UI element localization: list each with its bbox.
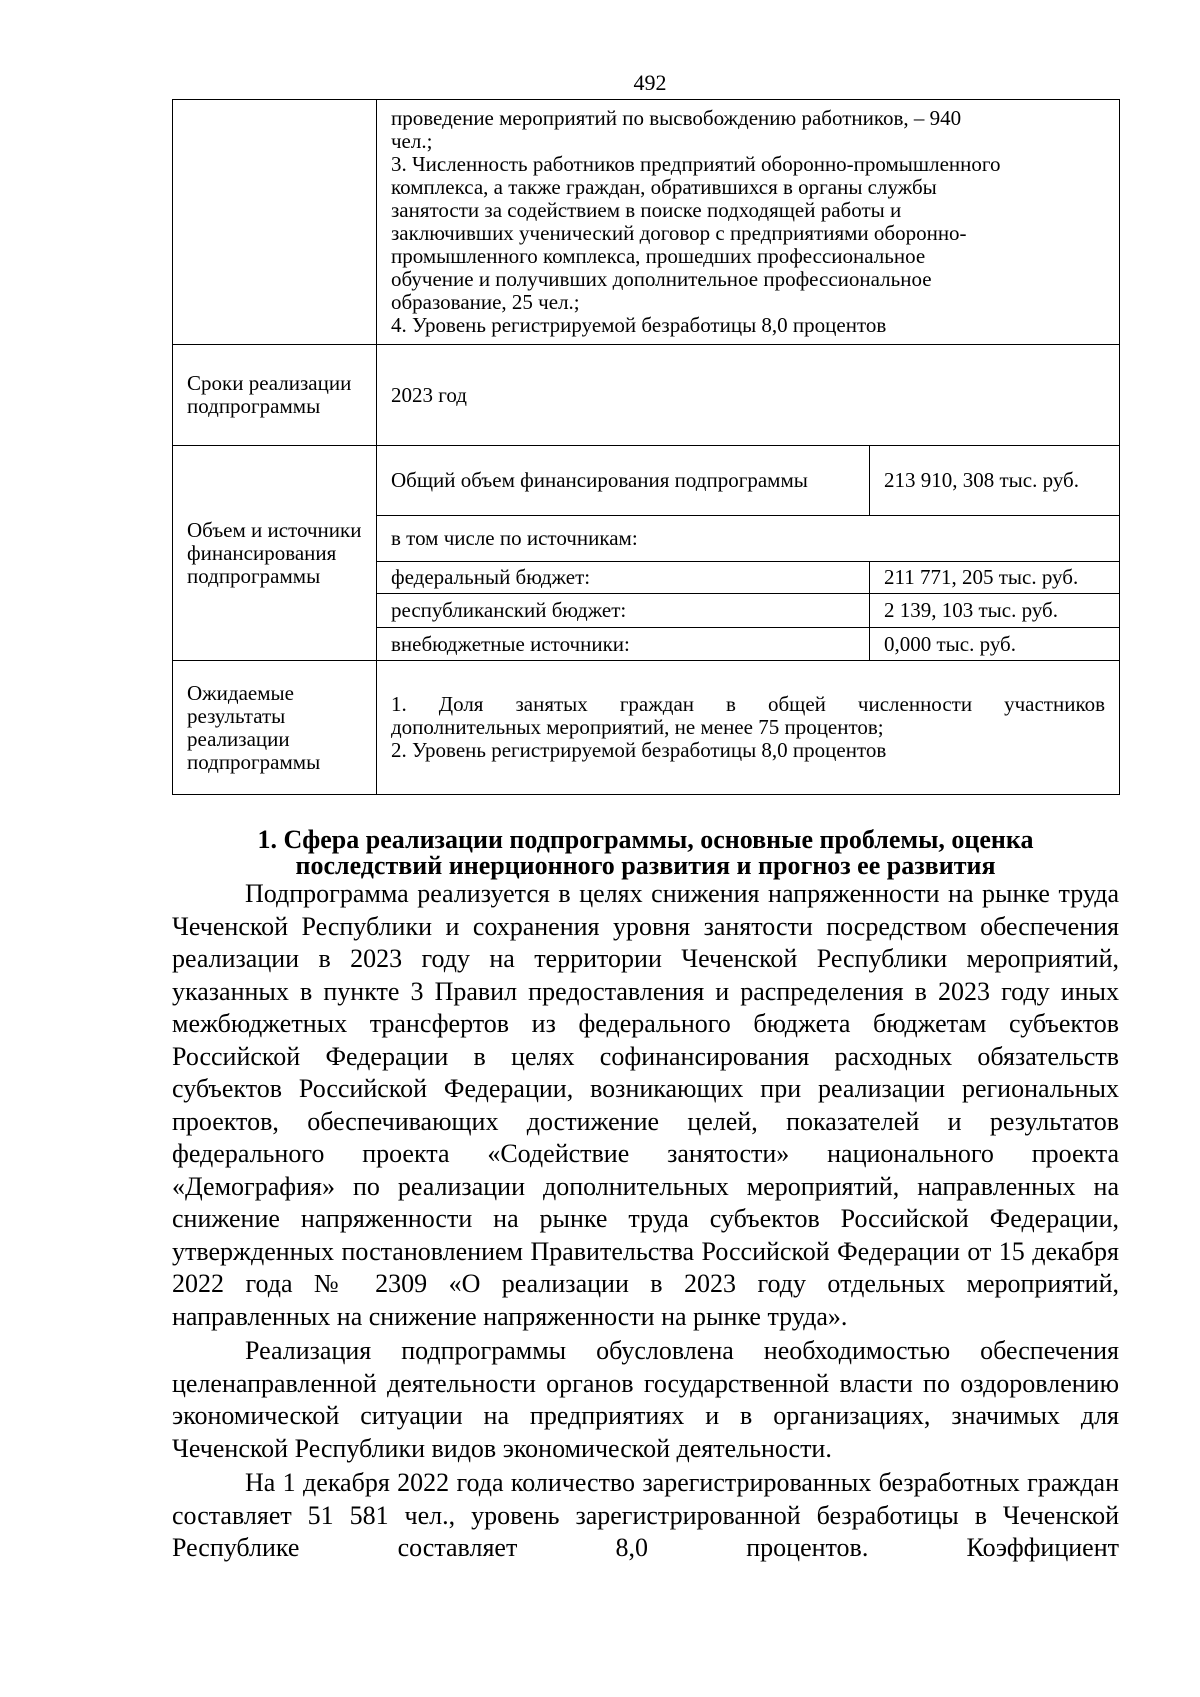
section-body <box>172 878 1119 1565</box>
funding-sources-label: в том числе по источникам: <box>377 516 1120 562</box>
indicator-line: обучение и получивших дополнительное профессиональное <box>391 267 932 291</box>
result-line: дополнительных мероприятий, не менее 75 процентов; <box>391 715 884 739</box>
terms-label: Сроки реализации подпрограммы <box>173 345 377 446</box>
paragraph: На 1 декабря 2022 года количество зарегистрированных безработных граждан составляет 51 581 чел., уровень зарегистрированной безработицы в Чеченской Республике составляет 8,0 процентов. Коэффициент <box>172 1468 1119 1562</box>
indicator-line: образование, 25 чел.; <box>391 290 580 314</box>
extrabudget-value: 0,000 тыс. руб. <box>870 628 1120 661</box>
subprogram-passport-table <box>172 99 1120 795</box>
paragraph: Подпрограмма реализуется в целях снижения напряженности на рынке труда Чеченской Республики и сохранения уровня занятости посредством обеспечения реализации в 2023 году на территории Чеченской Республики мероприятий, указанных в пункте 3 Правил предоставления и распределения в 2023 году иных межбюджетных трансфертов из федерального бюджета бюджетам субъектов Российской Федерации в целях софинансирования расходных обязательств субъектов Российской Федерации, возникающих при реализации региональных проектов, обеспечивающих достижение целей, показателей и результатов федерального проекта «Содействие занятости» национального проекта «Демография» по реализации дополнительных мероприятий, направленных на снижение напряженности на рынке труда субъектов Российской Федерации, утвержденных постановлением Правительства Российской Федерации от 15 декабря 2022 года № 2309 «О реализации в 2023 году отдельных мероприятий, направленных на снижение напряженности на рынке труда». <box>172 879 1119 1331</box>
indicator-line: комплекса, а также граждан, обратившихся в органы службы <box>391 175 937 199</box>
indicator-line: 4. Уровень регистрируемой безработицы 8,0 процентов <box>391 313 887 337</box>
indicator-line: проведение мероприятий по высвобождению работников, – 940 <box>391 106 962 130</box>
paragraph: Реализация подпрограммы обусловлена необходимостью обеспечения целенаправленной деятельности органов государственной власти по оздоровлению экономической ситуации на предприятиях и в организациях, значимых для Чеченской Республики видов экономической деятельности. <box>172 1336 1119 1463</box>
section-heading-line: 1. Сфера реализации подпрограммы, основные проблемы, оценка <box>257 825 1034 854</box>
indicator-line: чел.; <box>391 129 433 153</box>
section-heading-line: последствий инерционного развития и прогноз ее развития <box>295 851 996 880</box>
indicators-value-cell <box>377 100 1120 345</box>
indicator-line: заключивших ученический договор с предприятиями оборонно- <box>391 221 967 245</box>
indicator-line: промышленного комплекса, прошедших профессиональное <box>391 244 926 268</box>
extrabudget-label: внебюджетные источники: <box>377 628 870 661</box>
table-row-indicators <box>173 100 1120 345</box>
section-heading <box>172 827 1119 879</box>
table-row-funding-total <box>173 446 1120 516</box>
results-label: Ожидаемые результаты реализации подпрограммы <box>173 661 377 795</box>
indicator-line: 3. Численность работников предприятий оборонно-промышленного <box>391 152 1001 176</box>
terms-value: 2023 год <box>377 345 1120 446</box>
funding-total-label: Общий объем финансирования подпрограммы <box>377 446 870 516</box>
indicators-label-cell <box>173 100 377 345</box>
result-line: 1. Доля занятых граждан в общей численности участников <box>391 692 1106 716</box>
results-value <box>377 661 1120 795</box>
federal-budget-value: 211 771, 205 тыс. руб. <box>870 562 1120 594</box>
result-line: 2. Уровень регистрируемой безработицы 8,0 процентов <box>391 738 887 762</box>
funding-label: Объем и источники финансирования подпрограммы <box>173 446 377 661</box>
republic-budget-value: 2 139, 103 тыс. руб. <box>870 594 1120 628</box>
funding-total-value: 213 910, 308 тыс. руб. <box>870 446 1120 516</box>
table-row-results <box>173 661 1120 795</box>
table-row-terms <box>173 345 1120 446</box>
indicator-line: занятости за содействием в поиске подходящей работы и <box>391 198 902 222</box>
republic-budget-label: республиканский бюджет: <box>377 594 870 628</box>
federal-budget-label: федеральный бюджет: <box>377 562 870 594</box>
page-number: 492 <box>633 70 667 95</box>
